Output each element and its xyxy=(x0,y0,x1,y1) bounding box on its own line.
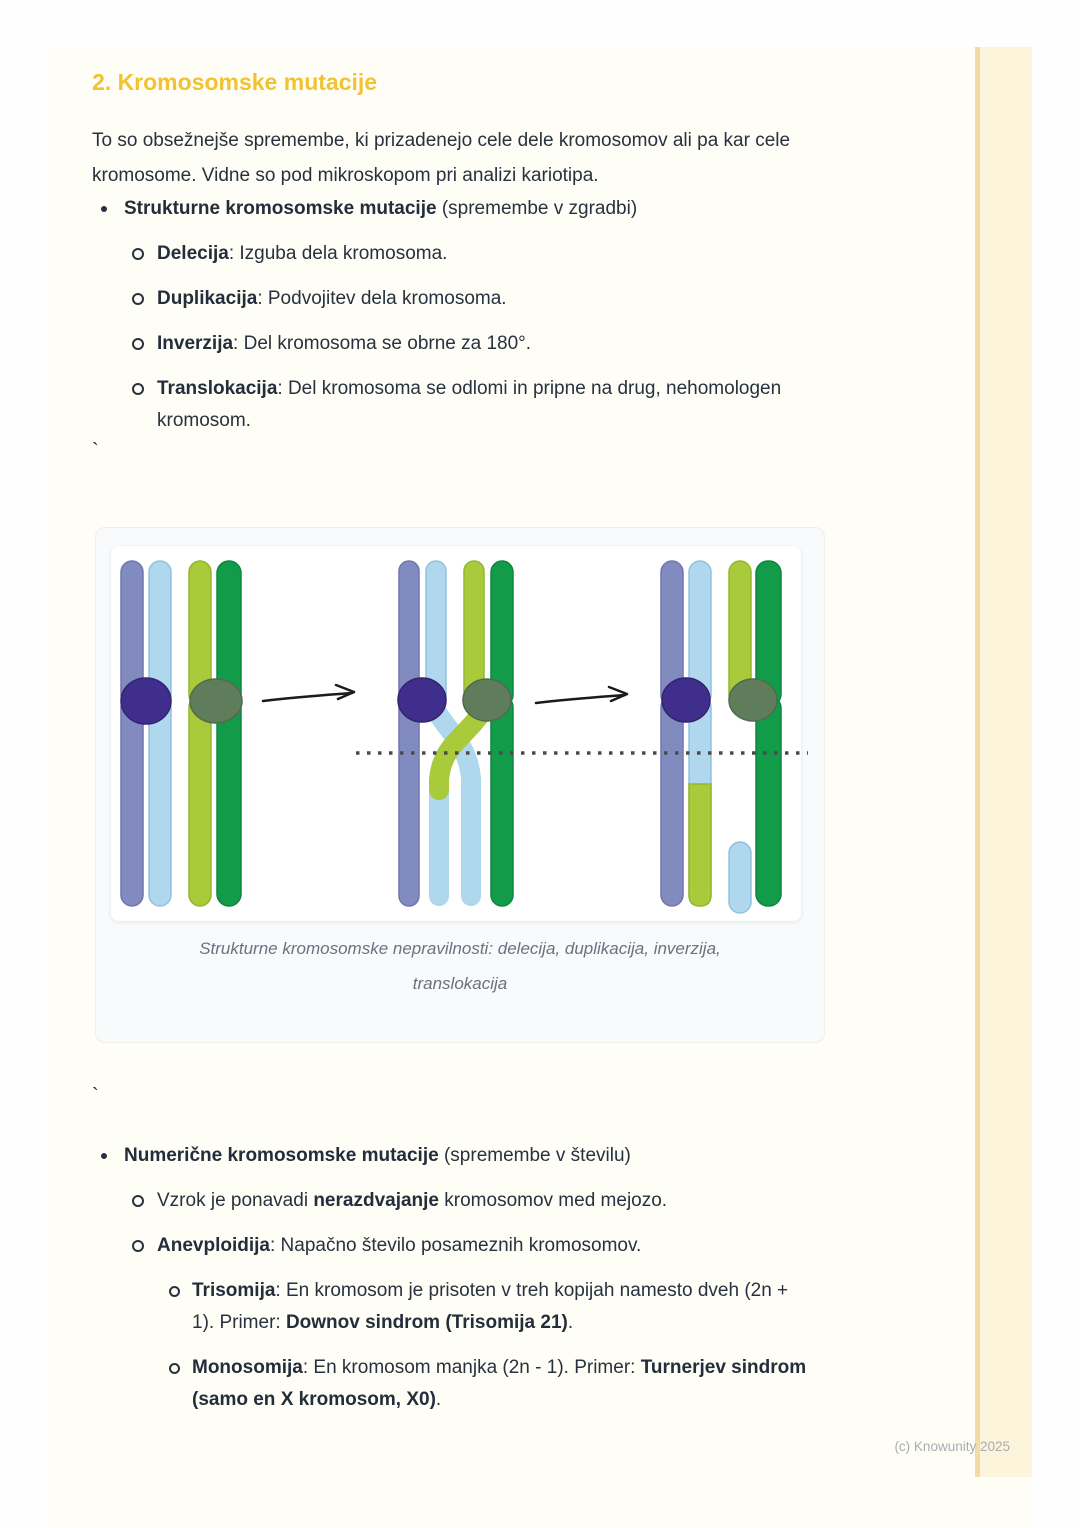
intro-paragraph: To so obsežnejše spremembe, ki prizadenejo cele dele kromosomov ali pa kar cele kromosome. Vidne so pod mikroskopom pri analizi kariotipa. xyxy=(92,130,791,186)
numeric-mutations-list xyxy=(92,1140,892,1429)
list-item xyxy=(92,1140,892,1172)
list-item-text xyxy=(157,373,797,437)
term-bold: nerazdvajanje xyxy=(313,1190,439,1211)
stray-backtick: ` xyxy=(92,1085,99,1107)
term-rest: (spremembe v številu) xyxy=(438,1145,631,1166)
term-bold: Anevploidija xyxy=(157,1235,270,1256)
circle-bullet-icon xyxy=(132,1240,144,1252)
arrow-right-icon xyxy=(263,685,354,701)
list-item-text xyxy=(157,238,797,270)
circle-bullet-icon xyxy=(132,1195,144,1207)
translocated-segment xyxy=(689,784,711,906)
term-bold: Trisomija xyxy=(192,1280,276,1301)
term-bold: Strukturne kromosomske mutacije xyxy=(124,198,437,219)
circle-bullet-icon xyxy=(132,338,144,350)
list-item xyxy=(132,1230,892,1262)
list-item-text xyxy=(157,283,797,315)
list-item-text: Vzrok je ponavadi nerazdvajanje kromosomov med mejozo. xyxy=(157,1190,668,1211)
term-rest: : Del kromosoma se obrne za 180°. xyxy=(233,333,532,354)
example-bold: Turnerjev sindrom (samo en X kromosom, X0) xyxy=(192,1357,807,1410)
circle-bullet-icon xyxy=(169,1286,180,1297)
term-rest: : Podvojitev dela kromosoma. xyxy=(257,288,507,309)
figure-caption-text: Strukturne kromosomske nepravilnosti: delecija, duplikacija, inverzija, translokacija xyxy=(199,939,721,993)
term-bold: Translokacija xyxy=(157,378,278,399)
bullet-icon xyxy=(101,1153,107,1159)
example-bold: Downov sindrom (Trisomija 21) xyxy=(285,1312,568,1333)
term-rest: (spremembe v zgradbi) xyxy=(436,198,638,219)
structural-mutations-list xyxy=(92,193,852,450)
list-item xyxy=(132,283,852,315)
centromere-purple-icon xyxy=(662,678,710,722)
circle-bullet-icon xyxy=(132,293,144,305)
centromere-purple-icon xyxy=(398,678,446,722)
list-item-text: Trisomija: En kromosom je prisoten v treh kopijah namesto dveh (2n + 1). Primer: Downov sindrom (Trisomija 21). xyxy=(192,1280,789,1333)
centromere-olive-icon xyxy=(463,679,511,721)
copyright-watermark: (c) Knowunity 2025 xyxy=(894,1439,1010,1454)
bullet-icon xyxy=(101,206,107,212)
stray-backtick: ` xyxy=(92,440,99,462)
list-item-text xyxy=(124,193,852,225)
circle-bullet-icon xyxy=(169,1363,180,1374)
list-item xyxy=(92,193,852,225)
term-rest: : Del kromosoma se odlomi in pripne na drug, nehomologen kromosom. xyxy=(157,378,782,431)
list-item-text: Anevploidija: Napačno število posameznih kromosomov. xyxy=(157,1235,642,1256)
panel-result-chromosomes xyxy=(661,561,781,913)
list-item xyxy=(132,238,852,270)
term-rest: : Izguba dela kromosoma. xyxy=(228,243,448,264)
list-item xyxy=(132,1185,892,1217)
centromere-olive-icon xyxy=(729,679,777,721)
centromere-olive-icon xyxy=(190,679,242,723)
figure-card xyxy=(95,527,825,1043)
circle-bullet-icon xyxy=(132,248,144,260)
panel-original-chromosomes xyxy=(121,561,242,906)
term-bold: Delecija xyxy=(157,243,229,264)
term-bold: Duplikacija xyxy=(157,288,258,309)
page-edge-stripe xyxy=(975,47,1032,1477)
deleted-fragment xyxy=(729,842,751,913)
arrow-right-icon xyxy=(536,687,627,703)
term-bold: Numerične kromosomske mutacije xyxy=(124,1145,439,1166)
centromere-purple-icon xyxy=(121,678,171,724)
section-heading: 2. Kromosomske mutacije xyxy=(92,69,378,96)
list-item xyxy=(132,373,852,437)
list-item xyxy=(132,328,852,360)
list-item xyxy=(169,1275,892,1339)
list-item-text: Monosomija: En kromosom manjka (2n - 1). Primer: Turnerjev sindrom (samo en X kromosom, X0). xyxy=(192,1357,807,1410)
list-item-text xyxy=(124,1140,892,1172)
circle-bullet-icon xyxy=(132,383,144,395)
term-bold: Inverzija xyxy=(157,333,234,354)
panel-crossover-chromosomes xyxy=(398,561,513,906)
list-item xyxy=(169,1352,892,1416)
term-bold: Monosomija xyxy=(192,1357,303,1378)
figure-caption xyxy=(96,931,824,1001)
list-item-text xyxy=(157,328,797,360)
